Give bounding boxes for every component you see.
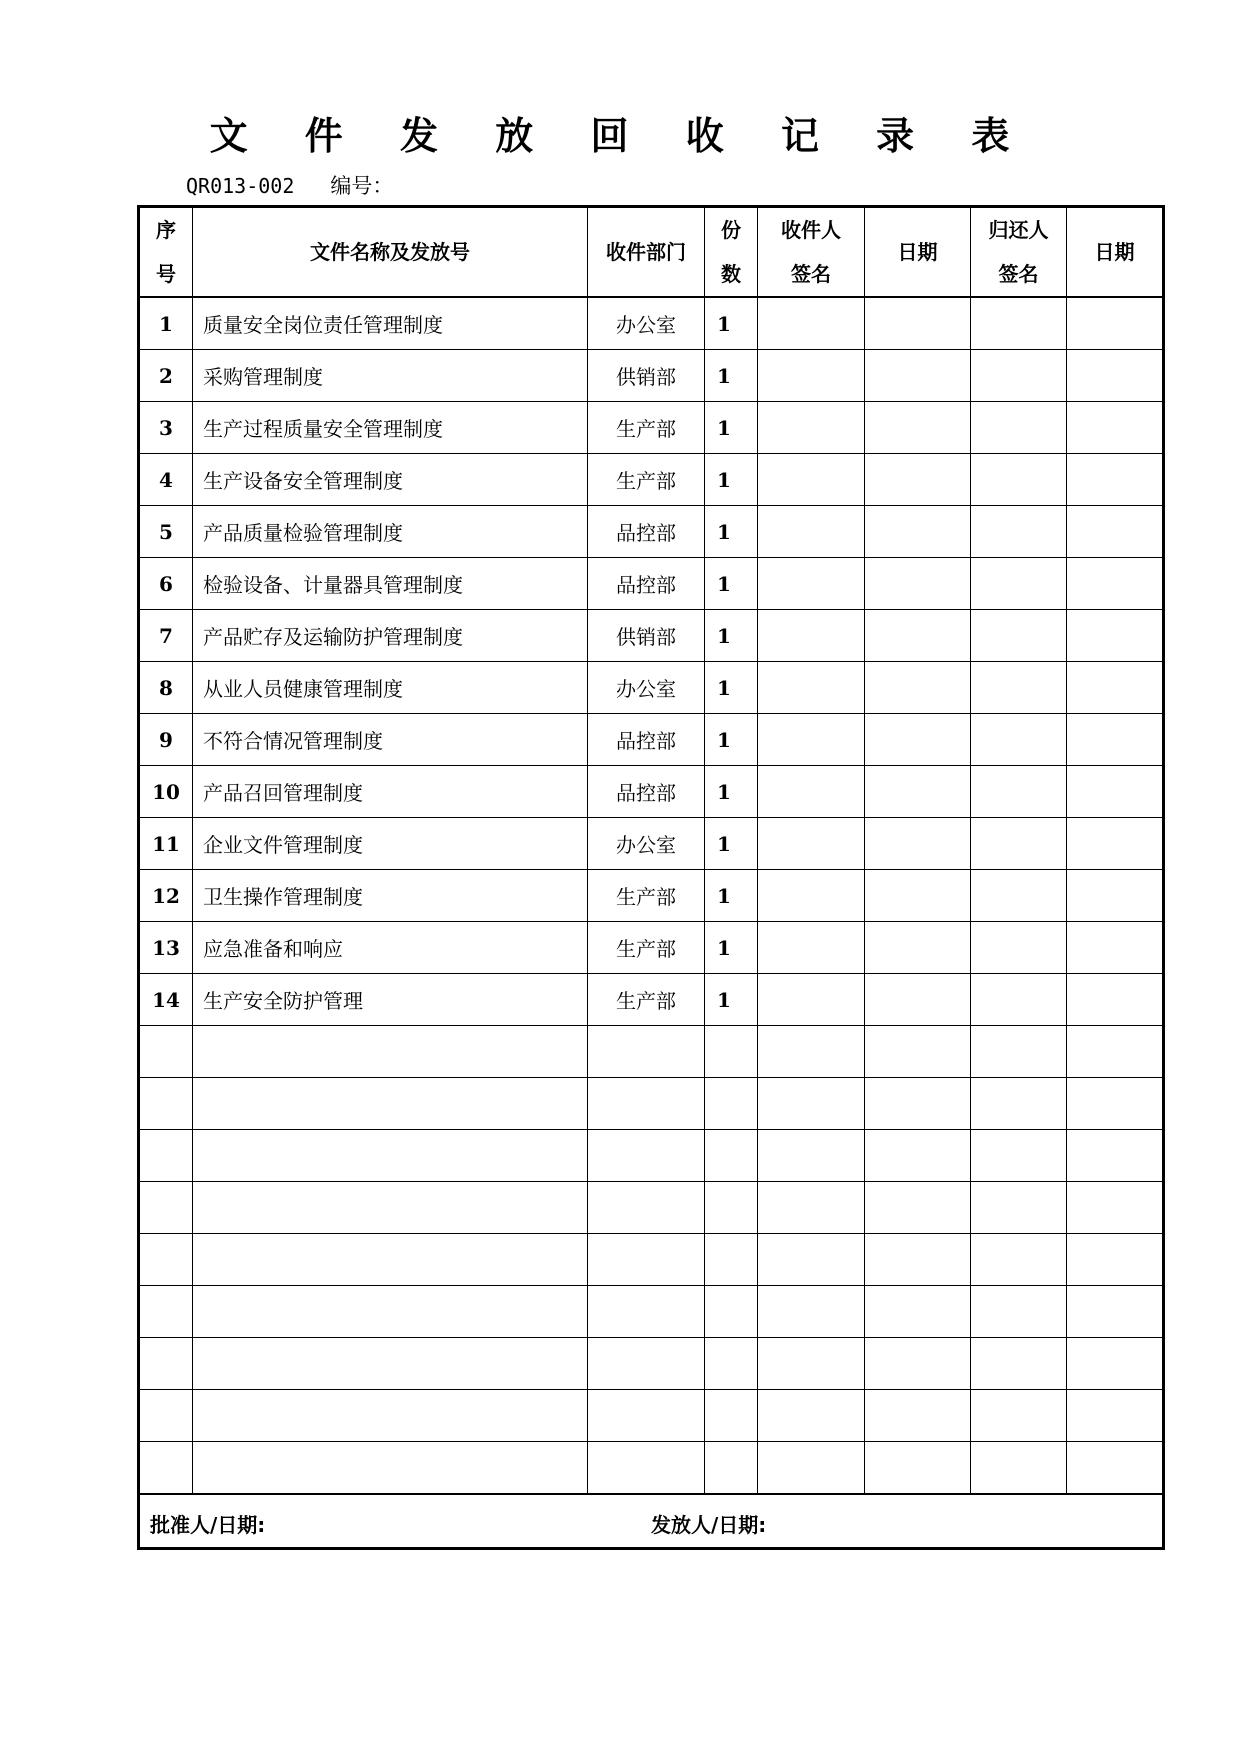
empty-table-row xyxy=(139,1390,1164,1442)
serial-no-cell xyxy=(139,1338,193,1390)
form-meta xyxy=(186,172,393,200)
receiver-signature-cell xyxy=(758,1130,865,1182)
serial-no-cell: 12 xyxy=(139,870,193,922)
document-name-cell xyxy=(193,1234,588,1286)
copies-cell: 1 xyxy=(705,766,758,818)
returner-signature-cell xyxy=(971,1390,1067,1442)
return-date-cell xyxy=(1067,922,1164,974)
serial-no-cell: 7 xyxy=(139,610,193,662)
returner-signature-cell xyxy=(971,297,1067,350)
copies-cell xyxy=(705,1442,758,1495)
serial-no-cell xyxy=(139,1130,193,1182)
receiving-dept-cell: 生产部 xyxy=(588,922,705,974)
return-date-cell xyxy=(1067,506,1164,558)
receive-date-cell xyxy=(865,818,971,870)
return-date-cell xyxy=(1067,558,1164,610)
distribution-record-table xyxy=(137,205,1165,1550)
return-date-cell xyxy=(1067,350,1164,402)
receiving-dept-cell: 办公室 xyxy=(588,297,705,350)
receive-date-cell xyxy=(865,1026,971,1078)
returner-signature-cell xyxy=(971,1338,1067,1390)
receive-date-cell xyxy=(865,1390,971,1442)
receiving-dept-cell: 品控部 xyxy=(588,714,705,766)
serial-no-cell xyxy=(139,1026,193,1078)
receiver-signature-cell xyxy=(758,1338,865,1390)
returner-signature-cell xyxy=(971,1078,1067,1130)
return-date-cell xyxy=(1067,662,1164,714)
receiving-dept-cell: 办公室 xyxy=(588,818,705,870)
serial-no-cell xyxy=(139,1182,193,1234)
returner-signature-cell xyxy=(971,1286,1067,1338)
document-name-cell xyxy=(193,1130,588,1182)
returner-signature-cell xyxy=(971,870,1067,922)
receive-date-cell xyxy=(865,1078,971,1130)
receiving-dept-cell: 品控部 xyxy=(588,506,705,558)
header-receive-date: 日期 xyxy=(865,207,971,298)
empty-table-row xyxy=(139,1338,1164,1390)
document-name-cell: 生产过程质量安全管理制度 xyxy=(193,402,588,454)
table-row xyxy=(139,766,1164,818)
receiving-dept-cell: 供销部 xyxy=(588,350,705,402)
copies-cell: 1 xyxy=(705,558,758,610)
receiving-dept-cell xyxy=(588,1390,705,1442)
copies-cell xyxy=(705,1130,758,1182)
receive-date-cell xyxy=(865,1182,971,1234)
empty-table-row xyxy=(139,1078,1164,1130)
serial-no-cell: 8 xyxy=(139,662,193,714)
receive-date-cell xyxy=(865,350,971,402)
document-name-cell xyxy=(193,1390,588,1442)
receiver-signature-cell xyxy=(758,714,865,766)
receiver-signature-cell xyxy=(758,454,865,506)
return-date-cell xyxy=(1067,1130,1164,1182)
copies-cell: 1 xyxy=(705,818,758,870)
document-name-cell xyxy=(193,1338,588,1390)
document-name-cell xyxy=(193,1442,588,1495)
document-name-cell: 质量安全岗位责任管理制度 xyxy=(193,297,588,350)
receive-date-cell xyxy=(865,766,971,818)
receiver-signature-cell xyxy=(758,1390,865,1442)
footer-row xyxy=(139,1494,1164,1549)
table-row xyxy=(139,297,1164,350)
return-date-cell xyxy=(1067,1078,1164,1130)
serial-no-cell xyxy=(139,1234,193,1286)
receive-date-cell xyxy=(865,506,971,558)
serial-no-cell xyxy=(139,1442,193,1495)
return-date-cell xyxy=(1067,297,1164,350)
document-name-cell: 产品质量检验管理制度 xyxy=(193,506,588,558)
receiver-signature-cell xyxy=(758,870,865,922)
header-serial-no: 序 号 xyxy=(139,207,193,298)
receiver-signature-cell xyxy=(758,974,865,1026)
receiver-signature-cell xyxy=(758,402,865,454)
serial-no-cell: 1 xyxy=(139,297,193,350)
return-date-cell xyxy=(1067,454,1164,506)
table-row xyxy=(139,922,1164,974)
returner-signature-cell xyxy=(971,506,1067,558)
empty-table-row xyxy=(139,1026,1164,1078)
empty-table-row xyxy=(139,1130,1164,1182)
return-date-cell xyxy=(1067,1390,1164,1442)
receiving-dept-cell: 生产部 xyxy=(588,974,705,1026)
receiving-dept-cell xyxy=(588,1026,705,1078)
empty-table-row xyxy=(139,1182,1164,1234)
table-row xyxy=(139,454,1164,506)
copies-cell xyxy=(705,1026,758,1078)
serial-no-cell xyxy=(139,1390,193,1442)
document-name-cell: 产品贮存及运输防护管理制度 xyxy=(193,610,588,662)
copies-cell: 1 xyxy=(705,662,758,714)
serial-no-cell: 3 xyxy=(139,402,193,454)
returner-signature-cell xyxy=(971,402,1067,454)
returner-signature-cell xyxy=(971,714,1067,766)
empty-table-row xyxy=(139,1234,1164,1286)
copies-cell xyxy=(705,1390,758,1442)
returner-signature-cell xyxy=(971,350,1067,402)
copies-cell: 1 xyxy=(705,350,758,402)
table-row xyxy=(139,974,1164,1026)
receiver-signature-cell xyxy=(758,766,865,818)
receiving-dept-cell: 品控部 xyxy=(588,766,705,818)
returner-signature-cell xyxy=(971,1234,1067,1286)
table-row xyxy=(139,714,1164,766)
return-date-cell xyxy=(1067,766,1164,818)
returner-signature-cell xyxy=(971,1182,1067,1234)
approver-date-label: 批准人/日期: xyxy=(150,1513,266,1537)
receive-date-cell xyxy=(865,558,971,610)
serial-no-cell: 2 xyxy=(139,350,193,402)
table-row xyxy=(139,350,1164,402)
copies-cell: 1 xyxy=(705,454,758,506)
receiving-dept-cell: 供销部 xyxy=(588,610,705,662)
receive-date-cell xyxy=(865,1130,971,1182)
table-row xyxy=(139,818,1164,870)
receive-date-cell xyxy=(865,297,971,350)
header-document-name: 文件名称及发放号 xyxy=(193,207,588,298)
copies-cell xyxy=(705,1338,758,1390)
receive-date-cell xyxy=(865,974,971,1026)
document-name-cell xyxy=(193,1182,588,1234)
header-return-date: 日期 xyxy=(1067,207,1164,298)
serial-no-cell: 6 xyxy=(139,558,193,610)
serial-no-cell xyxy=(139,1286,193,1338)
receiver-signature-cell xyxy=(758,818,865,870)
returner-signature-cell xyxy=(971,1442,1067,1495)
receiving-dept-cell xyxy=(588,1442,705,1495)
footer-cell xyxy=(139,1494,1164,1549)
header-row xyxy=(139,207,1164,298)
receive-date-cell xyxy=(865,610,971,662)
serial-no-cell: 10 xyxy=(139,766,193,818)
return-date-cell xyxy=(1067,402,1164,454)
return-date-cell xyxy=(1067,870,1164,922)
returner-signature-cell xyxy=(971,558,1067,610)
serial-no-cell xyxy=(139,1078,193,1130)
document-name-cell: 生产安全防护管理 xyxy=(193,974,588,1026)
table-row xyxy=(139,558,1164,610)
receiver-signature-cell xyxy=(758,1286,865,1338)
serial-no-cell: 4 xyxy=(139,454,193,506)
receive-date-cell xyxy=(865,714,971,766)
return-date-cell xyxy=(1067,714,1164,766)
receive-date-cell xyxy=(865,662,971,714)
receive-date-cell xyxy=(865,402,971,454)
document-name-cell: 生产设备安全管理制度 xyxy=(193,454,588,506)
copies-cell xyxy=(705,1234,758,1286)
receiving-dept-cell xyxy=(588,1338,705,1390)
receiving-dept-cell xyxy=(588,1130,705,1182)
returner-signature-cell xyxy=(971,766,1067,818)
copies-cell xyxy=(705,1182,758,1234)
return-date-cell xyxy=(1067,610,1164,662)
receiver-signature-cell xyxy=(758,922,865,974)
receiver-signature-cell xyxy=(758,297,865,350)
copies-cell: 1 xyxy=(705,974,758,1026)
return-date-cell xyxy=(1067,1286,1164,1338)
document-name-cell: 产品召回管理制度 xyxy=(193,766,588,818)
table-row xyxy=(139,662,1164,714)
receive-date-cell xyxy=(865,1234,971,1286)
table-row xyxy=(139,870,1164,922)
copies-cell: 1 xyxy=(705,402,758,454)
receive-date-cell xyxy=(865,870,971,922)
copies-cell: 1 xyxy=(705,610,758,662)
table-row xyxy=(139,402,1164,454)
returner-signature-cell xyxy=(971,454,1067,506)
table-row xyxy=(139,506,1164,558)
document-name-cell xyxy=(193,1026,588,1078)
receiving-dept-cell: 生产部 xyxy=(588,870,705,922)
returner-signature-cell xyxy=(971,974,1067,1026)
returner-signature-cell xyxy=(971,818,1067,870)
document-name-cell xyxy=(193,1078,588,1130)
document-name-cell: 应急准备和响应 xyxy=(193,922,588,974)
number-label: 编号： xyxy=(330,174,394,198)
receiver-signature-cell xyxy=(758,1078,865,1130)
return-date-cell xyxy=(1067,974,1164,1026)
receiving-dept-cell xyxy=(588,1078,705,1130)
receive-date-cell xyxy=(865,1286,971,1338)
copies-cell: 1 xyxy=(705,922,758,974)
copies-cell: 1 xyxy=(705,870,758,922)
returner-signature-cell xyxy=(971,1026,1067,1078)
document-name-cell: 卫生操作管理制度 xyxy=(193,870,588,922)
receiver-signature-cell xyxy=(758,506,865,558)
receive-date-cell xyxy=(865,454,971,506)
return-date-cell xyxy=(1067,1338,1164,1390)
receiver-signature-cell xyxy=(758,662,865,714)
receive-date-cell xyxy=(865,1338,971,1390)
return-date-cell xyxy=(1067,1026,1164,1078)
return-date-cell xyxy=(1067,818,1164,870)
receiver-signature-cell xyxy=(758,610,865,662)
issuer-date-label: 发放人/日期: xyxy=(651,1513,767,1537)
serial-no-cell: 13 xyxy=(139,922,193,974)
serial-no-cell: 14 xyxy=(139,974,193,1026)
copies-cell: 1 xyxy=(705,714,758,766)
serial-no-cell: 9 xyxy=(139,714,193,766)
return-date-cell xyxy=(1067,1234,1164,1286)
copies-cell xyxy=(705,1078,758,1130)
receiving-dept-cell xyxy=(588,1182,705,1234)
receiver-signature-cell xyxy=(758,1182,865,1234)
receiver-signature-cell xyxy=(758,1442,865,1495)
returner-signature-cell xyxy=(971,1130,1067,1182)
receive-date-cell xyxy=(865,1442,971,1495)
receive-date-cell xyxy=(865,922,971,974)
document-name-cell: 企业文件管理制度 xyxy=(193,818,588,870)
page-title: 文 件 发 放 回 收 记 录 表 xyxy=(209,114,1032,158)
document-name-cell: 检验设备、计量器具管理制度 xyxy=(193,558,588,610)
copies-cell: 1 xyxy=(705,297,758,350)
return-date-cell xyxy=(1067,1442,1164,1495)
empty-table-row xyxy=(139,1442,1164,1495)
document-name-cell: 采购管理制度 xyxy=(193,350,588,402)
copies-cell xyxy=(705,1286,758,1338)
header-copies: 份 数 xyxy=(705,207,758,298)
receiving-dept-cell: 生产部 xyxy=(588,402,705,454)
table-row xyxy=(139,610,1164,662)
return-date-cell xyxy=(1067,1182,1164,1234)
receiving-dept-cell: 办公室 xyxy=(588,662,705,714)
receiver-signature-cell xyxy=(758,350,865,402)
serial-no-cell: 11 xyxy=(139,818,193,870)
form-code: QR013-002 xyxy=(186,174,295,198)
empty-table-row xyxy=(139,1286,1164,1338)
returner-signature-cell xyxy=(971,610,1067,662)
receiver-signature-cell xyxy=(758,1234,865,1286)
receiver-signature-cell xyxy=(758,558,865,610)
document-name-cell: 不符合情况管理制度 xyxy=(193,714,588,766)
header-receiving-dept: 收件部门 xyxy=(588,207,705,298)
document-name-cell: 从业人员健康管理制度 xyxy=(193,662,588,714)
header-returner-signature: 归还人 签名 xyxy=(971,207,1067,298)
receiving-dept-cell xyxy=(588,1286,705,1338)
receiving-dept-cell: 品控部 xyxy=(588,558,705,610)
serial-no-cell: 5 xyxy=(139,506,193,558)
returner-signature-cell xyxy=(971,922,1067,974)
document-name-cell xyxy=(193,1286,588,1338)
receiving-dept-cell xyxy=(588,1234,705,1286)
copies-cell: 1 xyxy=(705,506,758,558)
receiver-signature-cell xyxy=(758,1026,865,1078)
header-receiver-signature: 收件人 签名 xyxy=(758,207,865,298)
returner-signature-cell xyxy=(971,662,1067,714)
receiving-dept-cell: 生产部 xyxy=(588,454,705,506)
